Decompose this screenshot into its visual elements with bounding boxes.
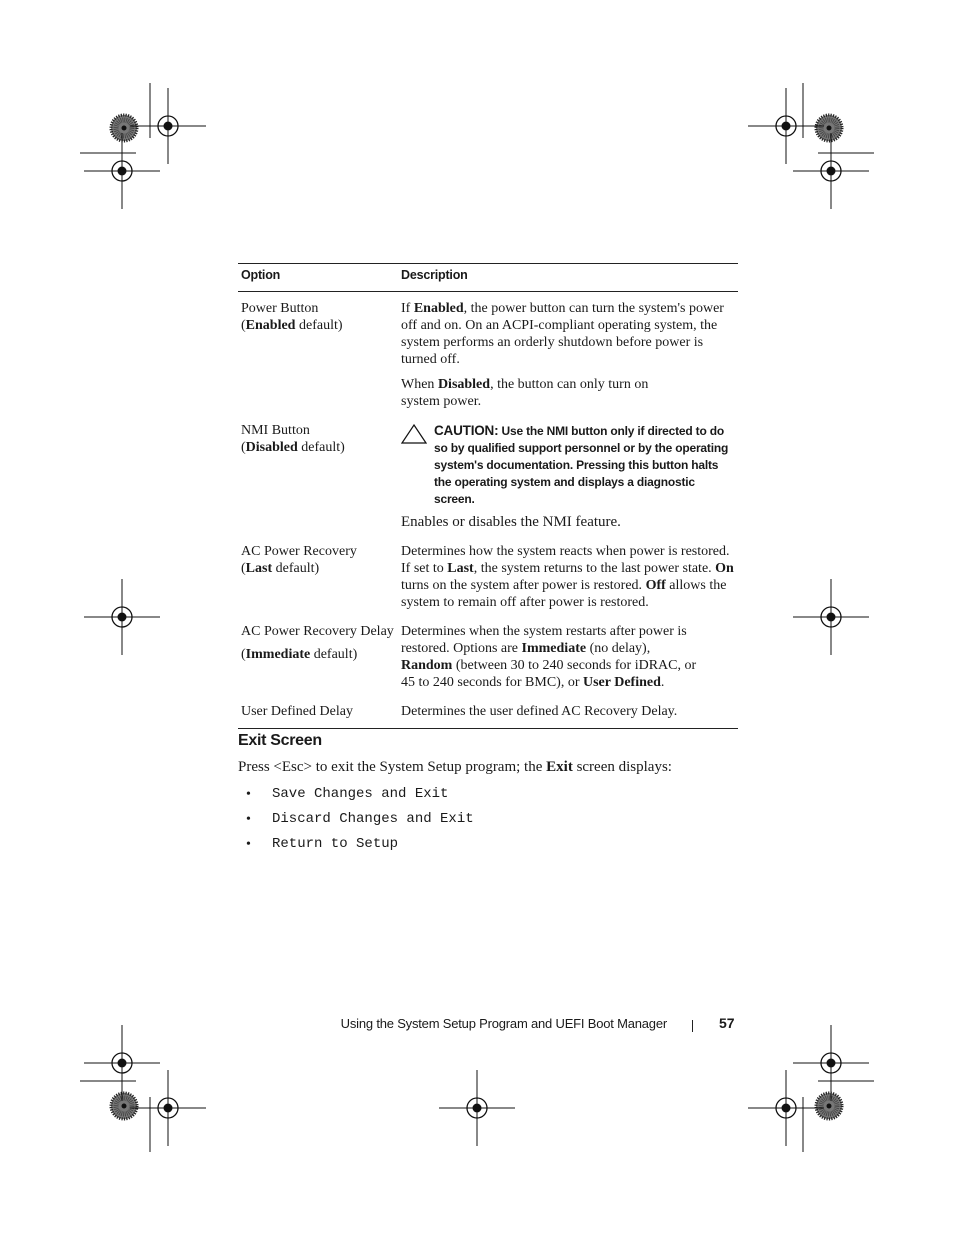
option-name: NMI Button	[241, 423, 310, 438]
registration-crosshair-icon	[439, 1070, 515, 1146]
bullet-icon: •	[246, 787, 251, 802]
description-text: Enables or disables the NMI feature.	[401, 514, 621, 530]
description-cell	[398, 695, 738, 729]
option-cell	[238, 535, 398, 615]
description-text: Determines when the system restarts after power is restored. Options are Immediate (no delay), Random (between 30 to 240 seconds for iDRAC, or 45 to 240 seconds for BMC), or User Defined.	[401, 624, 697, 690]
exit-options-list	[246, 786, 474, 861]
registration-crosshair-icon	[793, 579, 869, 655]
table-row-ac-power-recovery	[238, 535, 738, 615]
section-heading-exit-screen: Exit Screen	[238, 732, 322, 749]
exit-option-text: Return to Setup	[272, 836, 399, 852]
option-default: (Enabled default)	[241, 318, 343, 333]
caution-note	[401, 422, 738, 508]
column-header-option: Option	[238, 264, 398, 292]
option-cell	[238, 414, 398, 535]
option-name: AC Power Recovery Delay	[241, 624, 394, 639]
option-name: Power Button	[241, 301, 319, 316]
color-target-icon	[111, 1093, 137, 1119]
registration-crosshair-icon	[748, 1070, 824, 1146]
color-target-icon	[816, 115, 842, 141]
option-default: (Last default)	[241, 561, 320, 576]
options-table-container	[238, 263, 738, 729]
exit-screen-intro: Press <Esc> to exit the System Setup program; the Exit screen displays:	[238, 759, 672, 775]
footer-separator	[692, 1020, 693, 1032]
list-item	[246, 786, 474, 811]
table-row-nmi-button	[238, 414, 738, 535]
bullet-icon: •	[246, 837, 251, 852]
option-cell	[238, 695, 398, 729]
footer-chapter-title: Using the System Setup Program and UEFI Boot Manager	[340, 1016, 667, 1031]
page-footer	[0, 1014, 954, 1036]
registration-crosshair-icon	[130, 1070, 206, 1146]
registration-crosshair-icon	[793, 133, 869, 209]
exit-option-text: Save Changes and Exit	[272, 786, 449, 802]
description-cell	[398, 414, 738, 535]
option-default: (Immediate default)	[241, 647, 358, 662]
bullet-icon: •	[246, 812, 251, 827]
list-item	[246, 836, 474, 861]
caution-text: CAUTION: Use the NMI button only if directed to do so by qualified support personnel or by the operating system's documentation. Pressing this button halts the operating system and displays a diagnostic screen.	[434, 423, 729, 506]
description-text: If Enabled, the power button can turn the system's power off and on. On an ACPI-compliant operating system, the system performs an orderly shutdown before power is turned off.	[401, 301, 724, 367]
option-name: AC Power Recovery	[241, 544, 357, 559]
table-row-ac-power-recovery-delay	[238, 615, 738, 695]
description-cell	[398, 535, 738, 615]
description-text: Determines the user defined AC Recovery Delay.	[401, 704, 678, 719]
exit-option-text: Discard Changes and Exit	[272, 811, 474, 827]
registration-crosshair-icon	[130, 88, 206, 164]
description-cell	[398, 615, 738, 695]
registration-crosshair-icon	[84, 133, 160, 209]
option-name: User Defined Delay	[241, 704, 353, 719]
registration-crosshair-icon	[793, 1025, 869, 1101]
page-number: 57	[719, 1015, 735, 1031]
column-header-description: Description	[398, 264, 738, 292]
description-text: Determines how the system reacts when power is restored. If set to Last, the system returns to the last power state. On turns on the system after power is restored. Off allows the system to remain off after power is restored.	[401, 544, 734, 610]
registration-crosshair-icon	[84, 579, 160, 655]
caution-icon	[401, 422, 434, 508]
color-target-icon	[111, 115, 137, 141]
description-cell	[398, 292, 738, 415]
option-cell	[238, 292, 398, 415]
list-item	[246, 811, 474, 836]
registration-crosshair-icon	[748, 88, 824, 164]
option-cell	[238, 615, 398, 695]
table-row-user-defined-delay	[238, 695, 738, 729]
option-default: (Disabled default)	[241, 440, 345, 455]
caution-label: CAUTION:	[434, 423, 499, 438]
options-table	[238, 263, 738, 729]
color-target-icon	[816, 1093, 842, 1119]
registration-crosshair-icon	[84, 1025, 160, 1101]
table-row-power-button	[238, 292, 738, 415]
table-header-row	[238, 264, 738, 292]
description-text: When Disabled, the button can only turn on system power.	[401, 377, 649, 409]
